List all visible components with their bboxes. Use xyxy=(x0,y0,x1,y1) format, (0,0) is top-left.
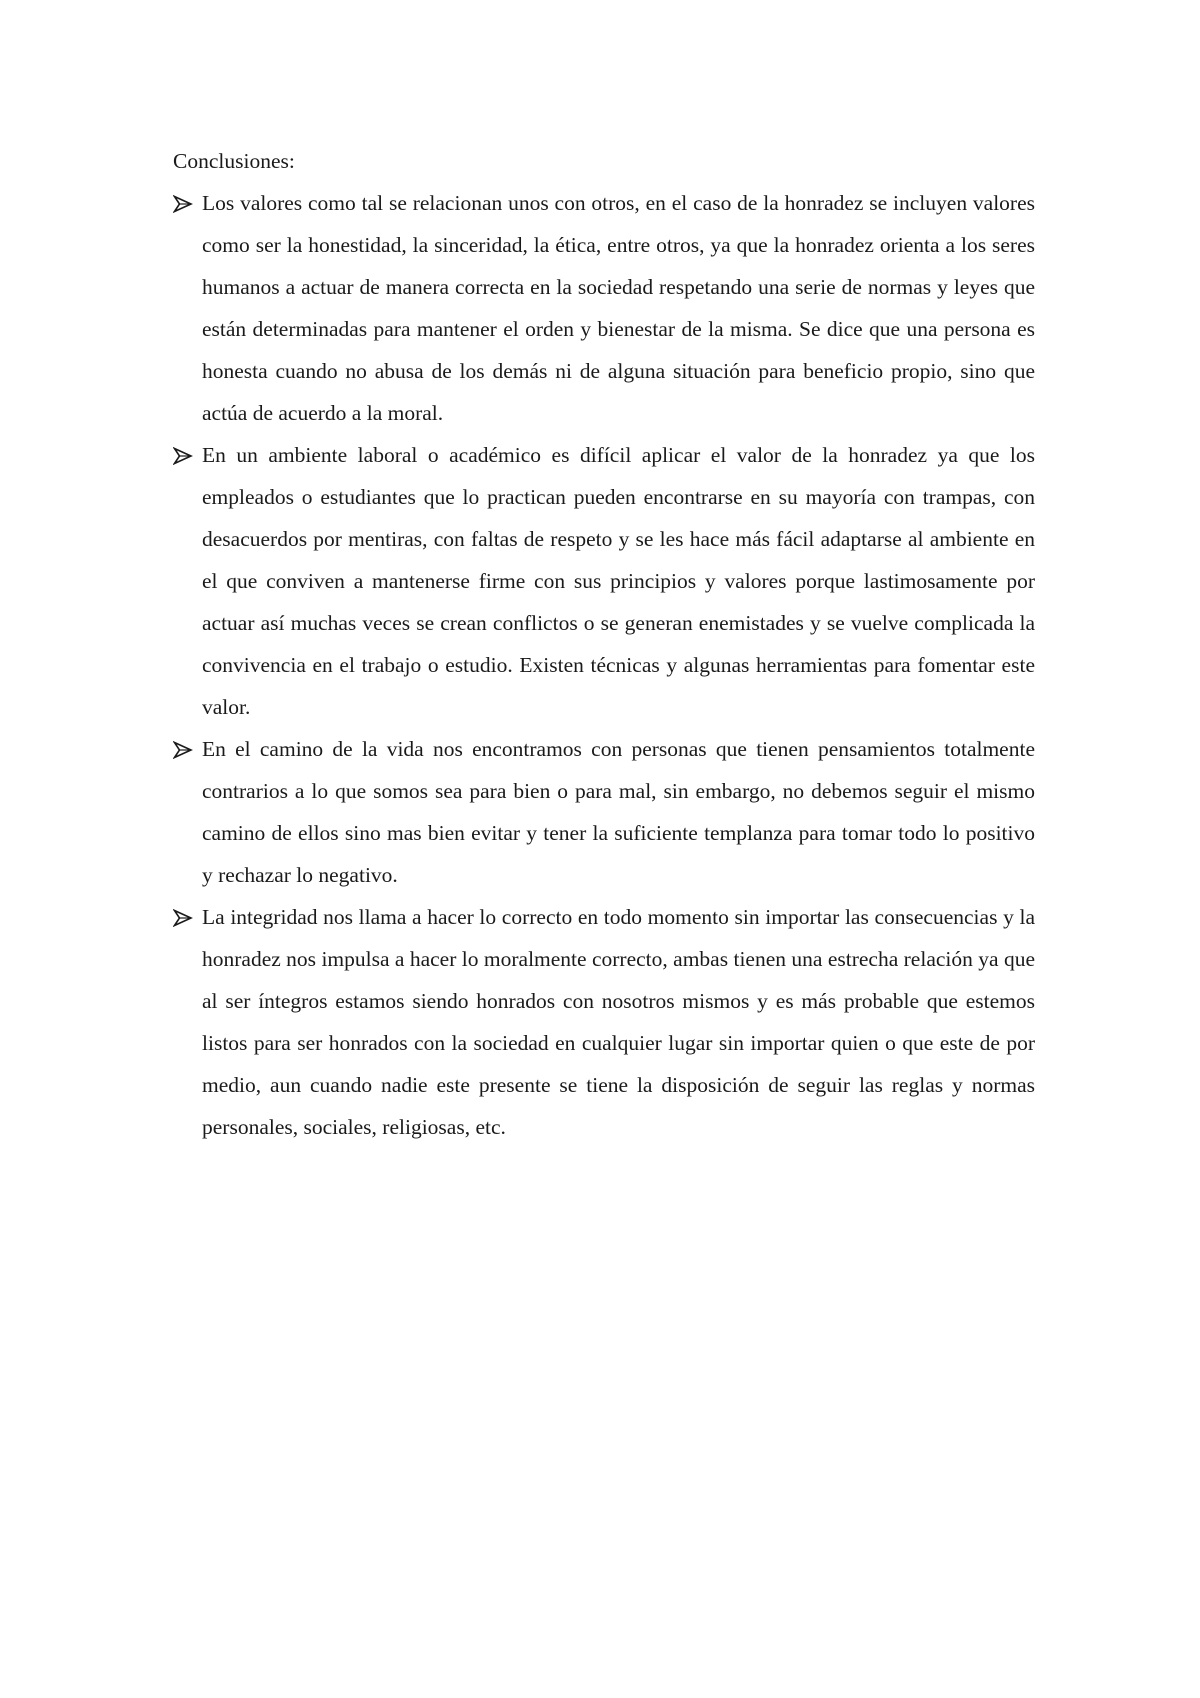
list-item xyxy=(173,182,1035,434)
section-heading: Conclusiones: xyxy=(173,149,295,173)
list-item-text: En el camino de la vida nos encontramos con personas que tienen pensamientos totalmente contrarios a lo que somos sea para bien o para mal, sin embargo, no debemos seguir el mismo camino de ellos sino mas bien evitar y tener la suficiente templanza para tomar todo lo positivo y rechazar lo negativo. xyxy=(202,737,1035,887)
document-body xyxy=(173,140,1035,1148)
list-item xyxy=(173,728,1035,896)
arrowhead-bullet-icon xyxy=(173,741,193,759)
arrowhead-bullet-icon xyxy=(173,909,193,927)
arrowhead-bullet-icon xyxy=(173,447,193,465)
list-item-text: La integridad nos llama a hacer lo correcto en todo momento sin importar las consecuencias y la honradez nos impulsa a hacer lo moralmente correcto, ambas tienen una estrecha relación ya que al ser íntegros estamos siendo honrados con nosotros mismos y es más probable que estemos listos para ser honrados con la sociedad en cualquier lugar sin importar quien o que este de por medio, aun cuando nadie este presente se tiene la disposición de seguir las reglas y normas personales, sociales, religiosas, etc. xyxy=(202,905,1035,1139)
conclusions-list xyxy=(173,182,1035,1148)
arrowhead-bullet-icon xyxy=(173,195,193,213)
list-item xyxy=(173,434,1035,728)
list-item-text: Los valores como tal se relacionan unos con otros, en el caso de la honradez se incluyen valores como ser la honestidad, la sinceridad, la ética, entre otros, ya que la honradez orienta a los seres humanos a actuar de manera correcta en la sociedad respetando una serie de normas y leyes que están determinadas para mantener el orden y bienestar de la misma. Se dice que una persona es honesta cuando no abusa de los demás ni de alguna situación para beneficio propio, sino que actúa de acuerdo a la moral. xyxy=(202,191,1035,425)
list-item xyxy=(173,896,1035,1148)
list-item-text: En un ambiente laboral o académico es difícil aplicar el valor de la honradez ya que los empleados o estudiantes que lo practican pueden encontrarse en su mayoría con trampas, con desacuerdos por mentiras, con faltas de respeto y se les hace más fácil adaptarse al ambiente en el que conviven a mantenerse firme con sus principios y valores porque lastimosamente por actuar así muchas veces se crean conflictos o se generan enemistades y se vuelve complicada la convivencia en el trabajo o estudio. Existen técnicas y algunas herramientas para fomentar este valor. xyxy=(202,443,1035,719)
